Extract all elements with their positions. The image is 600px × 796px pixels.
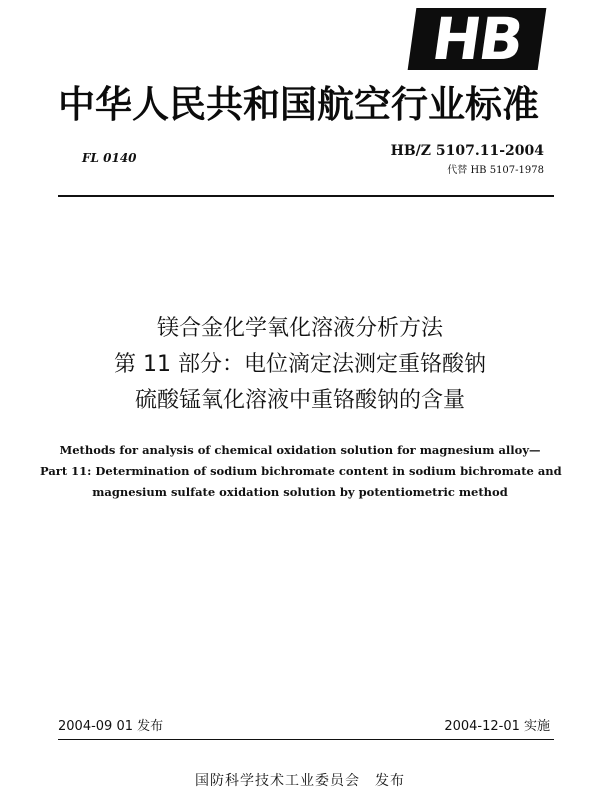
- issue-date: 2004-09 01 发布: [58, 719, 164, 734]
- english-title-line-3: magnesium sulfate oxidation solution by potentiometric method: [92, 485, 508, 499]
- header-divider: [58, 195, 554, 197]
- implementation-date: 2004-12-01 实施: [444, 719, 550, 734]
- english-title-line-1: Methods for analysis of chemical oxidation solution for magnesium alloy—: [59, 443, 541, 457]
- ics-code: FL 0140: [82, 151, 137, 165]
- standard-number: HB/Z 5107.11-2004: [390, 143, 544, 159]
- standard-code-block: [391, 143, 544, 176]
- chinese-title: [60, 311, 540, 419]
- chinese-title-line-1: 镁合金化学氧化溶液分析方法: [156, 316, 443, 341]
- hb-logo: HB: [408, 8, 547, 70]
- footer-divider: [58, 739, 554, 740]
- replaces-note: 代替 HB 5107-1978: [447, 165, 544, 176]
- english-title: [40, 440, 560, 503]
- chinese-title-line-2: 第 11 部分：电位滴定法测定重铬酸钠: [114, 352, 486, 377]
- english-title-line-2: Part 11: Determination of sodium bichromate content in sodium bichromate and: [40, 464, 562, 478]
- publisher: 国防科学技术工业委员会 发布: [195, 773, 405, 789]
- chinese-title-line-3: 硫酸锰氧化溶液中重铬酸钠的含量: [134, 388, 465, 413]
- standard-category-title: 中华人民共和国航空行业标准: [58, 83, 539, 126]
